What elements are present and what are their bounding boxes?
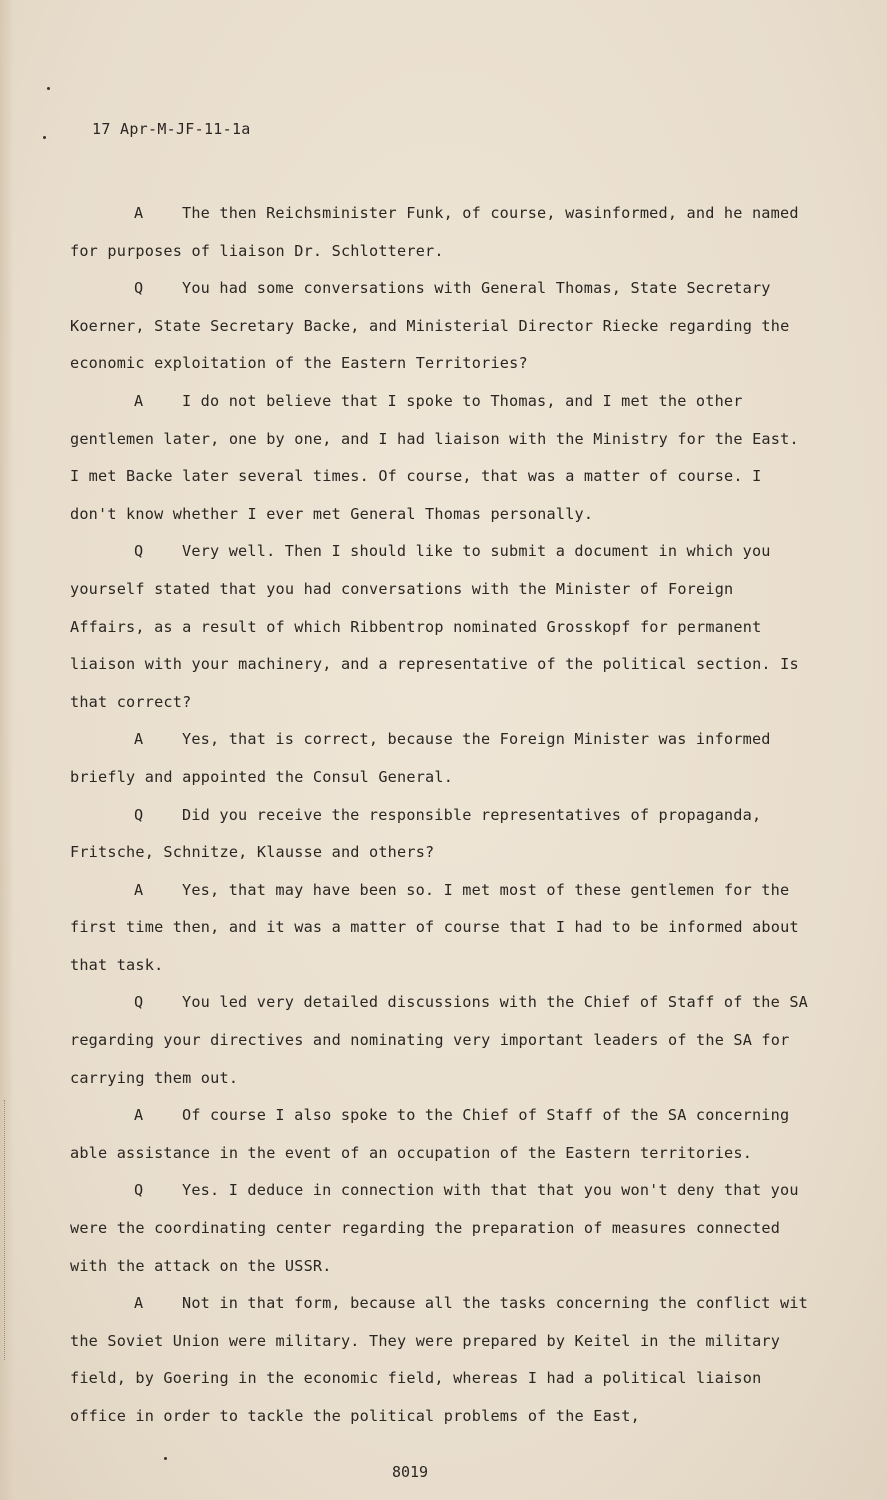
speaker-label: Q — [134, 1181, 144, 1200]
paragraph-text: You had some conversations with General Thomas, State Secretary Koerner, State Secretary Backe, and Ministerial Director Riecke regarding the economic exploitation of the Eastern Territories? — [70, 279, 790, 373]
paragraph-text: You led very detailed discussions with the Chief of Staff of the SA regarding your directives and nominating very important leaders of the SA for carrying them out. — [70, 993, 809, 1087]
transcript-paragraph — [70, 797, 810, 872]
paragraph-text: Yes. I deduce in connection with that that you won't deny that you were the coordinating center regarding the preparation of measures connected with the attack on the USSR. — [70, 1181, 799, 1275]
margin-dot — [164, 1457, 167, 1460]
transcript-paragraph — [70, 1285, 810, 1435]
page-number: 8019 — [391, 1463, 429, 1481]
paragraph-text: The then Reichsminister Funk, of course, wasinformed, and he named for purposes of liaison Dr. Schlotterer. — [70, 204, 799, 260]
speaker-label: A — [134, 1106, 144, 1125]
speaker-label: Q — [134, 542, 144, 561]
speaker-label: Q — [134, 993, 144, 1012]
transcript-paragraph — [70, 383, 810, 533]
speaker-label: A — [134, 1294, 144, 1313]
transcript-paragraph — [70, 195, 810, 270]
paragraph-text: Not in that form, because all the tasks concerning the conflict wit the Soviet Union were military. They were prepared by Keitel in the military field, by Goering in the economic field, whereas I had a political liaison office in order to tackle the political problems of the East, — [70, 1294, 809, 1425]
speaker-label: Q — [134, 279, 144, 298]
transcript-paragraph — [70, 1172, 810, 1285]
transcript-paragraph — [70, 721, 810, 796]
margin-dot — [47, 87, 50, 90]
transcript-paragraph — [70, 984, 810, 1097]
paragraph-text: Did you receive the responsible representatives of propaganda, Fritsche, Schnitze, Klausse and others? — [70, 805, 762, 862]
speaker-label: A — [134, 391, 144, 410]
binding-marks — [4, 1100, 15, 1360]
speaker-label: A — [134, 730, 144, 749]
transcript-paragraph — [70, 872, 810, 985]
paragraph-text: I do not believe that I spoke to Thomas, and I met the other gentlemen later, one by one, and I had liaison with the Ministry for the East. I met Backe later several times. Of course, that was a matter of course. I don't know whether I ever met General Thomas personally. — [70, 391, 799, 523]
transcript-body — [70, 195, 810, 1436]
paragraph-text: Yes, that may have been so. I met most of these gentlemen for the first time then, and it was a matter of course that I had to be informed about that task. — [70, 880, 799, 974]
transcript-paragraph — [70, 1097, 810, 1172]
document-reference: 17 Apr-M-JF-11-1a — [92, 120, 251, 138]
margin-dot — [43, 136, 46, 139]
speaker-label: Q — [134, 805, 144, 824]
transcript-paragraph — [70, 533, 810, 721]
transcript-paragraph — [70, 270, 810, 383]
paragraph-text: Of course I also spoke to the Chief of Staff of the SA concerning able assistance in the event of an occupation of the Eastern territories. — [70, 1106, 790, 1162]
paragraph-text: Yes, that is correct, because the Foreign Minister was informed briefly and appointed the Consul General. — [70, 730, 771, 786]
speaker-label: A — [134, 880, 144, 899]
paragraph-text: Very well. Then I should like to submit a document in which you yourself stated that you had conversations with the Minister of Foreign Affairs, as a result of which Ribbentrop nominated Grosskopf for permanent liaison with your machinery, and a representative of the political section. Is that correct? — [70, 542, 799, 711]
speaker-label: A — [134, 204, 144, 222]
